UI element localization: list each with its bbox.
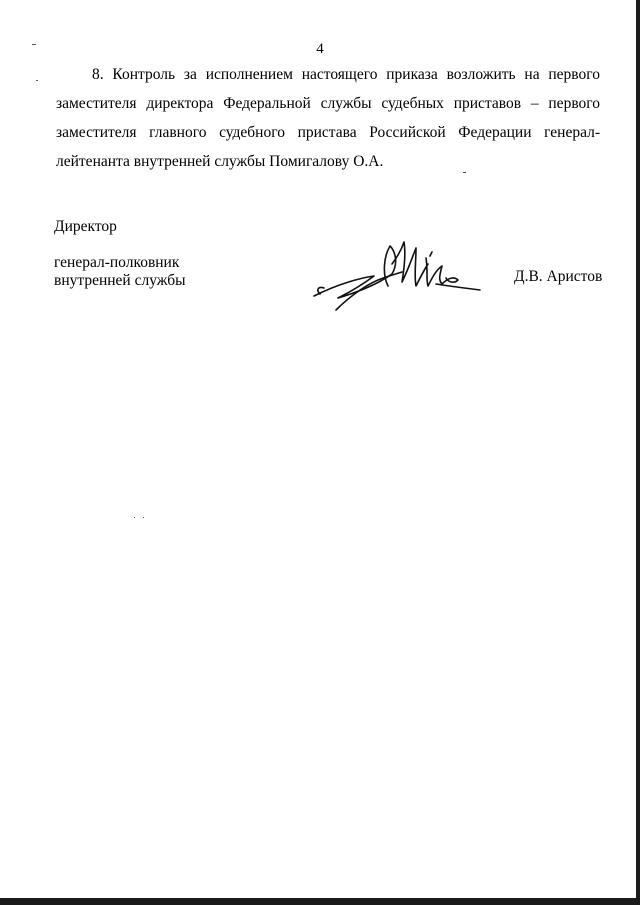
page-number: 4 — [316, 41, 324, 57]
signatory-name: Д.В. Аристов — [514, 268, 603, 285]
rank-line-1: генерал-полковник — [54, 254, 180, 271]
scan-speck — [36, 80, 38, 81]
position-title: Директор — [54, 218, 117, 235]
scan-speck — [32, 44, 36, 45]
scan-speck — [134, 517, 135, 518]
rank-block — [54, 254, 186, 290]
order-paragraph: 8. Контроль за исполнением настоящего приказа возложить на первого заместителя директора Федеральной службы судебных приставов – первого заместителя главного судебного пристава Российской Федерации генерал-лейтенанта внутренней службы Помигалову О.А. — [56, 66, 600, 170]
rank-line-2: внутренней службы — [54, 272, 186, 289]
handwritten-signature — [308, 234, 488, 316]
scan-edge-bottom — [0, 898, 640, 905]
scan-edge-right — [636, 0, 640, 905]
scan-speck — [463, 172, 466, 173]
scan-speck — [143, 517, 144, 518]
